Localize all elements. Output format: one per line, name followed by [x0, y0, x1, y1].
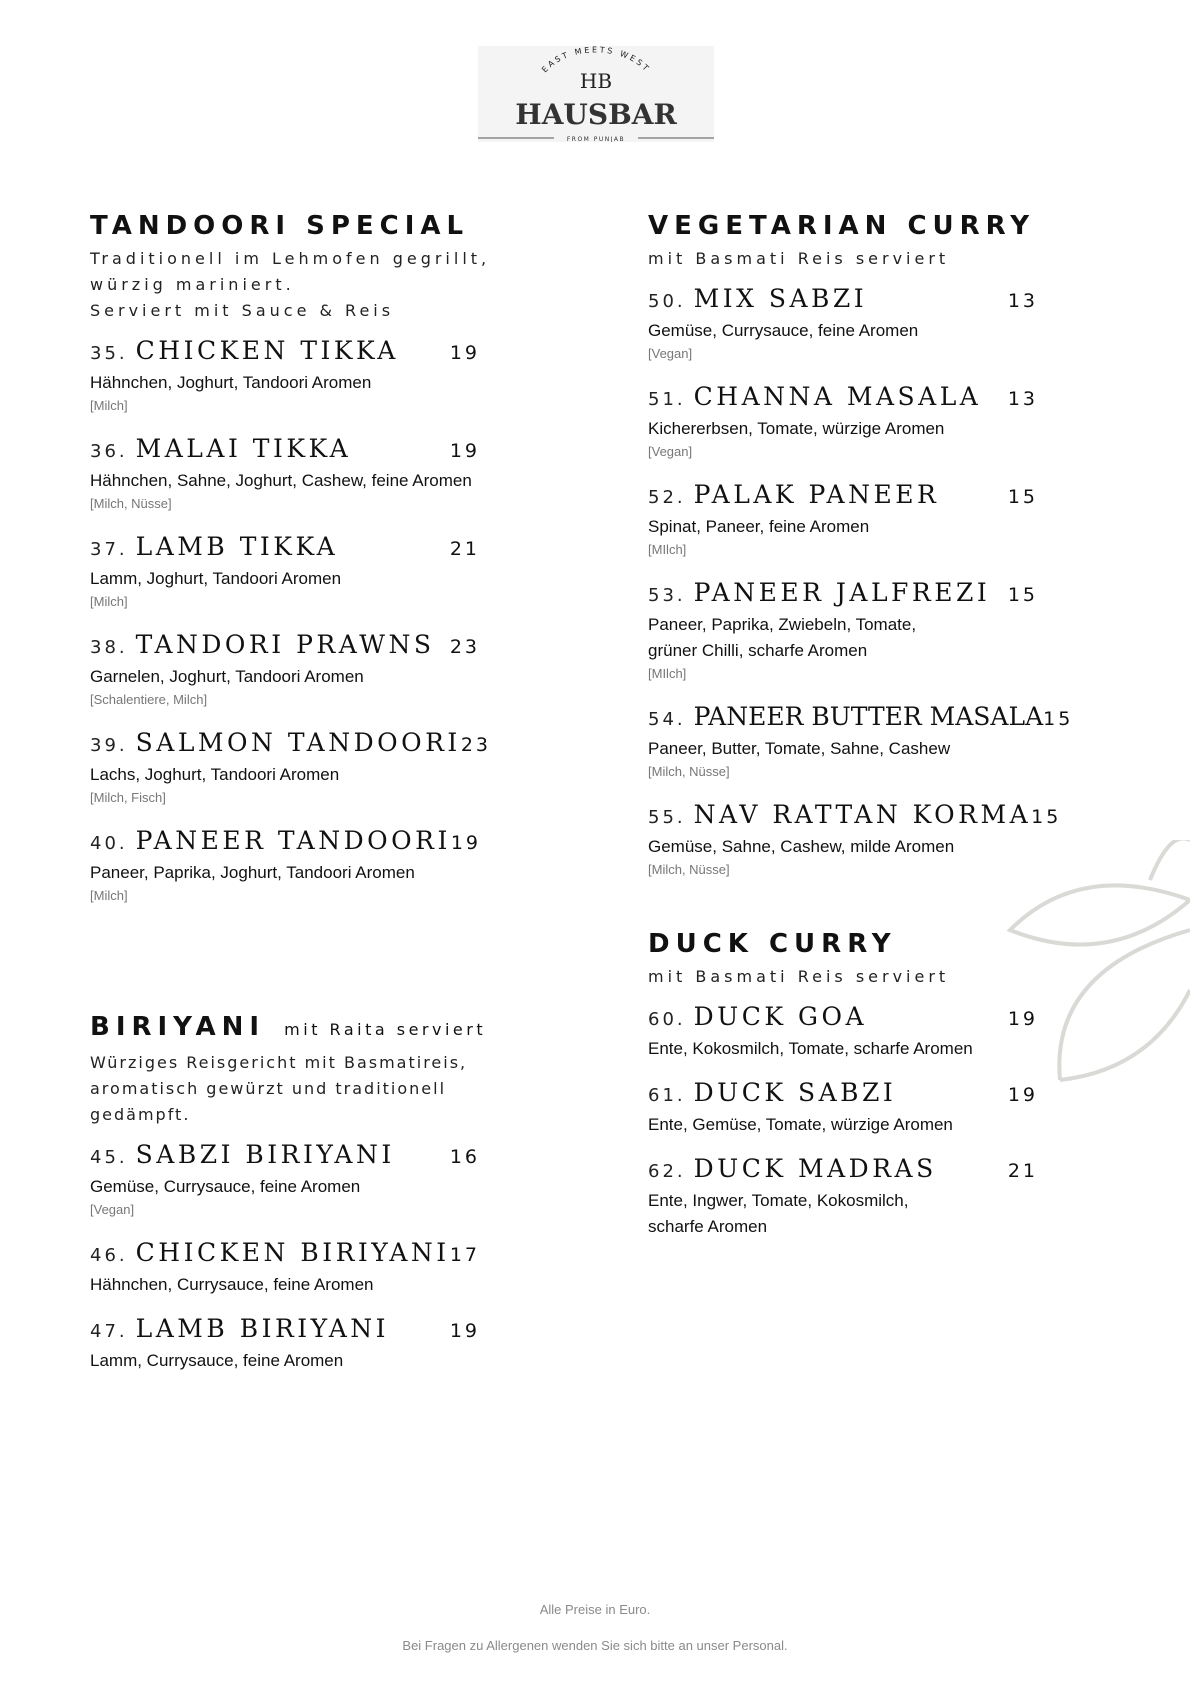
menu-item — [648, 578, 1038, 684]
item-price: 16 — [449, 1146, 480, 1168]
menu-item-header — [90, 630, 480, 664]
menu-item — [648, 480, 1038, 560]
item-number: 46. — [90, 1245, 128, 1266]
menu-item-title — [90, 630, 434, 659]
logo-sub: FROM PUNJAB — [566, 136, 626, 142]
item-name: MALAI TIKKA — [135, 434, 352, 463]
item-number: 62. — [648, 1161, 686, 1182]
item-description: Hähnchen, Currysauce, feine Aromen — [90, 1275, 374, 1294]
section-duck — [648, 928, 1038, 1256]
menu-item-title — [648, 1002, 867, 1031]
item-name: PANEER JALFREZI — [693, 578, 991, 607]
menu-item-header — [648, 480, 1038, 514]
item-price: 19 — [449, 440, 480, 462]
item-description: scharfe Aromen — [648, 1217, 768, 1236]
item-allergens: [Vegan] — [648, 346, 693, 361]
section-subtitle: mit Basmati Reis serviert — [648, 967, 950, 986]
item-number: 36. — [90, 441, 128, 462]
item-description: Lachs, Joghurt, Tandoori Aromen — [90, 765, 340, 784]
menu-item-header — [90, 826, 480, 860]
menu-item-title — [648, 1078, 896, 1107]
item-description: Garnelen, Joghurt, Tandoori Aromen — [90, 667, 364, 686]
item-price: 15 — [1007, 486, 1038, 508]
menu-item-title — [90, 728, 461, 757]
item-description: grüner Chilli, scharfe Aromen — [648, 641, 868, 660]
item-price: 23 — [460, 734, 491, 756]
section-tandoori — [90, 210, 490, 924]
item-list — [648, 1002, 1038, 1240]
item-number: 54. — [648, 709, 686, 730]
menu-item — [90, 630, 480, 710]
item-price: 21 — [1007, 1160, 1038, 1182]
item-number: 38. — [90, 637, 128, 658]
item-allergens: [Milch, Nüsse] — [90, 496, 172, 511]
item-price: 13 — [1007, 388, 1038, 410]
menu-item-header — [648, 1002, 1038, 1036]
section-vegetarian — [648, 210, 1074, 898]
item-price: 19 — [449, 342, 480, 364]
item-name: CHICKEN TIKKA — [135, 336, 399, 365]
item-description: Ente, Ingwer, Tomate, Kokosmilch, — [648, 1191, 909, 1210]
section-subtitle: Traditionell im Lehmofen gegrillt, würzig mariniert. Serviert mit Sauce & Reis — [90, 249, 491, 320]
item-description: Kichererbsen, Tomate, würzige Aromen — [648, 419, 945, 438]
section-title: TANDOORI SPECIAL — [90, 211, 470, 241]
footer-price-note: Alle Preise in Euro. — [539, 1602, 651, 1617]
item-allergens: [Milch] — [90, 594, 128, 609]
menu-item-title — [648, 480, 939, 509]
item-price: 17 — [449, 1244, 480, 1266]
menu-item-title — [90, 826, 451, 855]
section-title: VEGETARIAN CURRY — [648, 211, 1036, 241]
menu-item-title — [648, 578, 990, 607]
menu-item-header — [648, 578, 1038, 612]
menu-item-header — [648, 284, 1038, 318]
item-name: MIX SABZI — [693, 284, 868, 313]
item-price: 15 — [1043, 708, 1074, 730]
menu-item — [648, 1154, 1038, 1240]
menu-item-header — [90, 728, 491, 762]
item-description: Hähnchen, Joghurt, Tandoori Aromen — [90, 373, 372, 392]
hausbar-logo — [478, 46, 714, 142]
menu-item-header — [648, 800, 1062, 834]
item-number: 40. — [90, 833, 128, 854]
item-description: Hähnchen, Sahne, Joghurt, Cashew, feine Aromen — [90, 471, 472, 490]
item-name: CHANNA MASALA — [693, 382, 982, 411]
menu-item-header — [90, 1238, 480, 1272]
item-price: 15 — [1007, 584, 1038, 606]
item-allergens: [Milch] — [90, 398, 128, 413]
item-number: 53. — [648, 585, 686, 606]
logo-monogram: HB — [579, 69, 613, 93]
item-price: 19 — [449, 1320, 480, 1342]
item-name: SALMON TANDOORI — [135, 728, 461, 757]
item-description: Gemüse, Currysauce, feine Aromen — [90, 1177, 361, 1196]
menu-item-title — [648, 284, 867, 313]
menu-item-header — [90, 1140, 480, 1174]
item-allergens: [MIlch] — [648, 542, 687, 557]
item-number: 39. — [90, 735, 128, 756]
section-subtitle: Würziges Reisgericht mit Basmatireis, aromatisch gewürzt und traditionell gedämpft. — [90, 1053, 468, 1124]
logo-tagline: EAST MEETS WEST — [540, 46, 652, 75]
section-biriyani — [90, 1011, 486, 1390]
menu-item — [90, 728, 491, 808]
item-number: 51. — [648, 389, 686, 410]
item-name: TANDORI PRAWNS — [135, 630, 435, 659]
item-number: 60. — [648, 1009, 686, 1030]
item-name: SABZI BIRIYANI — [135, 1140, 395, 1169]
menu-item-header — [648, 702, 1074, 736]
menu-item-title — [90, 532, 338, 561]
menu-item — [90, 1238, 480, 1298]
menu-item-title — [90, 1314, 389, 1343]
item-description: Gemüse, Sahne, Cashew, milde Aromen — [648, 837, 955, 856]
item-price: 21 — [449, 538, 480, 560]
logo-name: HAUSBAR — [515, 98, 677, 131]
menu-item-header — [90, 336, 480, 370]
menu-item-header — [90, 1314, 480, 1348]
menu-item — [90, 1140, 480, 1220]
item-number: 50. — [648, 291, 686, 312]
menu-item — [90, 826, 480, 906]
item-description: Paneer, Butter, Tomate, Sahne, Cashew — [648, 739, 951, 758]
item-name: PANEER BUTTER MASALA — [693, 702, 1044, 731]
menu-item — [648, 1002, 1038, 1062]
menu-item — [90, 532, 480, 612]
item-name: DUCK GOA — [693, 1002, 868, 1031]
menu-item-title — [648, 382, 981, 411]
item-description: Lamm, Joghurt, Tandoori Aromen — [90, 569, 342, 588]
section-title-suffix: mit Raita serviert — [284, 1020, 487, 1039]
section-title: DUCK CURRY — [648, 929, 897, 959]
item-name: PANEER TANDOORI — [135, 826, 451, 855]
menu-item-title — [648, 800, 1031, 829]
item-name: LAMB TIKKA — [135, 532, 339, 561]
section-title-text: BIRIYANI — [90, 1012, 266, 1042]
item-name: DUCK MADRAS — [693, 1154, 937, 1183]
item-name: CHICKEN BIRIYANI — [135, 1238, 450, 1267]
item-allergens: [Schalentiere, Milch] — [90, 692, 208, 707]
menu-item-title — [90, 434, 351, 463]
menu-item — [90, 336, 480, 416]
item-allergens: [Milch, Fisch] — [90, 790, 166, 805]
menu-item-title — [648, 1154, 937, 1183]
decorative-leaf-icon — [1000, 840, 1190, 1100]
item-list — [90, 1140, 486, 1374]
footer-allergen-note: Bei Fragen zu Allergenen wenden Sie sich bitte an unser Personal. — [402, 1638, 788, 1653]
section-title — [90, 1011, 486, 1046]
menu-item-title — [90, 1238, 450, 1267]
item-description: Ente, Kokosmilch, Tomate, scharfe Aromen — [648, 1039, 973, 1058]
item-number: 55. — [648, 807, 686, 828]
menu-item-title — [90, 336, 399, 365]
menu-item — [648, 800, 1062, 880]
item-allergens: [Vegan] — [90, 1202, 135, 1217]
item-allergens: [MIlch] — [648, 666, 687, 681]
menu-item — [90, 1314, 480, 1374]
item-name: PALAK PANEER — [693, 480, 940, 509]
item-allergens: [Milch, Nüsse] — [648, 862, 730, 877]
item-price: 19 — [450, 832, 482, 854]
menu-item — [648, 702, 1074, 782]
item-number: 45. — [90, 1147, 128, 1168]
menu-item-header — [648, 382, 1038, 416]
item-number: 47. — [90, 1321, 128, 1342]
menu-item-header — [648, 1154, 1038, 1188]
item-price: 15 — [1031, 806, 1062, 828]
item-price: 19 — [1007, 1084, 1038, 1106]
item-allergens: [Milch] — [90, 888, 128, 903]
item-number: 37. — [90, 539, 128, 560]
item-description: Paneer, Paprika, Zwiebeln, Tomate, — [648, 615, 917, 634]
item-description: Spinat, Paneer, feine Aromen — [648, 517, 870, 536]
item-price: 13 — [1007, 290, 1038, 312]
item-name: NAV RATTAN KORMA — [693, 800, 1032, 829]
menu-item-title — [648, 702, 1043, 731]
item-description: Ente, Gemüse, Tomate, würzige Aromen — [648, 1115, 953, 1134]
item-list — [90, 336, 490, 906]
item-name: DUCK SABZI — [693, 1078, 897, 1107]
menu-item-header — [90, 434, 480, 468]
item-allergens: [Milch, Nüsse] — [648, 764, 730, 779]
item-list — [648, 284, 1074, 880]
menu-item-title — [90, 1140, 395, 1169]
item-number: 52. — [648, 487, 686, 508]
menu-item — [90, 434, 480, 514]
menu-item — [648, 1078, 1038, 1138]
menu-item-header — [90, 532, 480, 566]
item-description: Lamm, Currysauce, feine Aromen — [90, 1351, 344, 1370]
section-subtitle: mit Basmati Reis serviert — [648, 249, 950, 268]
item-number: 61. — [648, 1085, 686, 1106]
item-description: Paneer, Paprika, Joghurt, Tandoori Aromen — [90, 863, 415, 882]
item-description: Gemüse, Currysauce, feine Aromen — [648, 321, 919, 340]
item-number: 35. — [90, 343, 128, 364]
item-price: 19 — [1007, 1008, 1038, 1030]
menu-item-header — [648, 1078, 1038, 1112]
item-price: 23 — [449, 636, 480, 658]
menu-item — [648, 382, 1038, 462]
menu-item — [648, 284, 1038, 364]
item-name: LAMB BIRIYANI — [135, 1314, 390, 1343]
item-allergens: [Vegan] — [648, 444, 693, 459]
